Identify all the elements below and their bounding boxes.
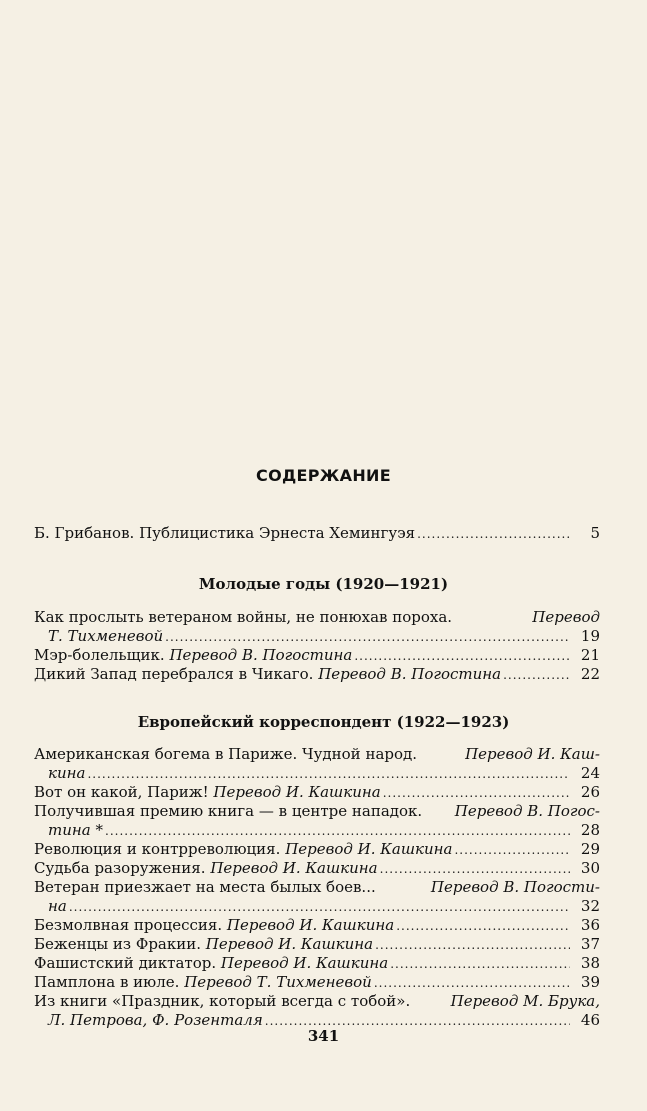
toc-page-number: 30 <box>580 859 600 877</box>
toc-entry-translator: Перевод Т. Тихменевой <box>184 973 372 991</box>
leader-dots <box>105 822 570 841</box>
leader-dots <box>374 974 570 993</box>
toc-entry <box>34 859 600 879</box>
toc-page-number: 5 <box>590 524 600 542</box>
toc-entry-title: Судьба разоружения. <box>34 859 206 877</box>
toc-entry-translator-cont: тина <box>48 821 91 839</box>
toc-entry-translator: Перевод И. Кашкина <box>285 840 453 858</box>
toc-entry-title: Революция и контрреволюция. <box>34 840 281 858</box>
toc-entry-translator: Перевод <box>532 608 600 626</box>
toc-entry-title: Беженцы из Фракии. <box>34 935 202 953</box>
toc-page-number: 22 <box>580 665 600 683</box>
toc-entry-title: Мэр-болельщик. <box>34 646 165 664</box>
toc-entry-title: Дикий Запад перебрался в Чикаго. <box>34 665 314 683</box>
toc-entry <box>34 745 600 784</box>
toc-entry-title: Памплона в июле. <box>34 973 180 991</box>
toc-entry <box>34 783 600 803</box>
toc-page-number: 24 <box>580 764 600 782</box>
toc-entry-translator: Перевод И. Кашкина <box>220 954 389 972</box>
toc-entry-title: Фашистский диктатор. <box>34 954 217 972</box>
toc-page-number: 26 <box>580 783 600 801</box>
toc-entry <box>34 992 600 1031</box>
toc-entry-title: Ветеран приезжает на места былых боев... <box>34 878 376 896</box>
section-title-early-years: Молодые годы (1920—1921) <box>198 575 449 593</box>
leader-dots <box>165 628 570 647</box>
toc-page-number: 32 <box>580 897 600 915</box>
toc-entry <box>34 840 600 860</box>
toc-entry-title: Б. Грибанов. Публицистика Эрнеста Хемингуэя <box>34 524 416 542</box>
toc-entry-translator-cont: Т. Тихменевой <box>48 627 164 645</box>
toc-entry <box>34 608 600 647</box>
leader-dots <box>396 917 570 936</box>
toc-page-number: 37 <box>580 935 600 953</box>
toc-entry-translator: Перевод И. Кашкина <box>226 916 395 934</box>
toc-entry-translator: Перевод И. Кашкина <box>213 783 381 801</box>
page-number: 341 <box>307 1027 340 1045</box>
leader-dots <box>69 898 570 917</box>
toc-entry <box>34 973 600 993</box>
toc-entry-translator: Перевод В. Погостина <box>169 646 353 664</box>
toc-entry <box>34 646 600 666</box>
toc-entry <box>34 954 600 974</box>
toc-entry-translator: Перевод В. Погости- <box>430 878 600 896</box>
leader-dots <box>390 955 570 974</box>
leader-dots <box>454 841 570 860</box>
toc-page-number: 19 <box>580 627 600 645</box>
toc-entry <box>34 916 600 936</box>
toc-entry-translator: Перевод М. Брука, <box>450 992 600 1010</box>
toc-page-number: 36 <box>580 916 600 934</box>
toc-entry <box>34 878 600 917</box>
toc-entry <box>34 665 600 685</box>
leader-dots <box>87 765 570 784</box>
toc-entry <box>34 935 600 955</box>
section-title-european-correspondent: Европейский корреспондент (1922—1923) <box>137 713 510 731</box>
toc-page-number: 46 <box>580 1011 600 1029</box>
toc-page-number: 39 <box>580 973 600 991</box>
toc-entry-title: Американская богема в Париже. Чудной народ. <box>34 745 418 763</box>
toc-page-number: 28 <box>580 821 600 839</box>
toc-entry-translator: Перевод В. Погостина <box>318 665 502 683</box>
leader-dots <box>375 936 570 955</box>
leader-dots <box>417 525 570 544</box>
toc-page-number: 29 <box>580 840 600 858</box>
toc-entry-intro <box>34 524 600 544</box>
leader-dots <box>503 666 570 685</box>
toc-entry-translator: Перевод И. Каш- <box>465 745 600 763</box>
toc-entry-title: Безмолвная процессия. <box>34 916 223 934</box>
leader-dots <box>383 784 570 803</box>
toc-page-number: 21 <box>580 646 600 664</box>
toc-page-number: 38 <box>580 954 600 972</box>
toc-entry-translator: Перевод И. Кашкина <box>205 935 374 953</box>
toc-entry-title: Из книги «Праздник, который всегда с тобой». <box>34 992 411 1010</box>
leader-dots <box>354 647 570 666</box>
toc-entry-title: Получившая премию книга — в центре нападок. <box>34 802 423 820</box>
page-title: СОДЕРЖАНИЕ <box>256 466 391 485</box>
toc-entry-translator-cont: Л. Петрова, Ф. Розенталя <box>48 1011 263 1029</box>
toc-entry-translator-cont: кина <box>48 764 86 782</box>
toc-entry-translator-cont: на <box>48 897 67 915</box>
toc-entry <box>34 802 600 841</box>
footnote-mark: * <box>90 821 103 839</box>
toc-entry-translator: Перевод В. Погос- <box>454 802 600 820</box>
toc-entry-title: Как прослыть ветераном войны, не понюхав пороха. <box>34 608 453 626</box>
toc-entry-translator: Перевод И. Кашкина <box>210 859 378 877</box>
leader-dots <box>380 860 570 879</box>
toc-entry-title: Вот он какой, Париж! <box>34 783 209 801</box>
